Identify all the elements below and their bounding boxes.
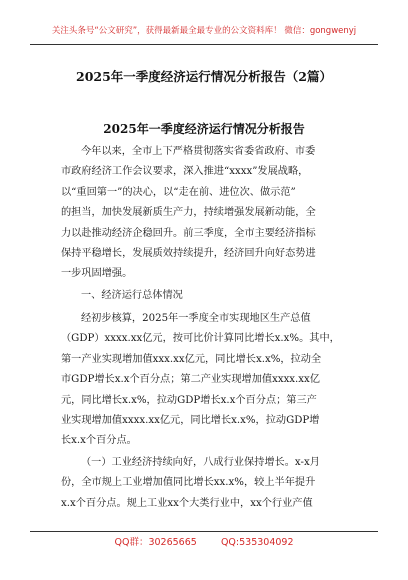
document-title: 2025年一季度经济运行情况分析报告（2篇）	[76, 69, 332, 84]
header-divider	[30, 44, 378, 45]
text-line: 长x.x个百分点。	[61, 435, 137, 447]
paragraph-gdp	[61, 309, 351, 452]
text-line: 经初步核算，2025年一季度全市实现地区生产总值	[81, 313, 311, 324]
text-line: 业实现增加值xxxx.xx亿元，同比增长x.x%，拉动GDP增	[61, 415, 320, 427]
footer-contact: QQ群：30265665 QQ:535304092	[114, 537, 294, 548]
text-line: 份，全市规上工业增加值同比增长xx.x%，较上半年提升	[61, 477, 316, 489]
text-line: （GDP）xxxx.xx亿元，按可比价计算同比增长x.x%。其中，	[61, 333, 340, 345]
text-line: 市GDP增长x.x个百分点；第二产业实现增加值xxxx.xx亿	[61, 374, 320, 386]
footer-divider	[30, 531, 378, 532]
text-line: 元，同比增长x.x%，拉动GDP增长x.x个百分点；第三产	[61, 394, 317, 406]
text-line: 一步巩固增强。	[61, 268, 133, 280]
text-line: 保持平稳增长，发展质效持续提升，经济回升向好态势进	[61, 248, 316, 260]
header-banner: 关注头条号“公文研究”，获得最新最全最专业的公文资料库！ 微信：gongwenyj	[51, 26, 357, 36]
text-line: （一）工业经济持续向好，八成行业保持增长。x-x月	[81, 457, 320, 468]
text-line: 以“重回第一”的决心，以“走在前、进位次、做示范”	[61, 186, 296, 198]
text-line: 的担当，加快发展新质生产力，持续增强发展新动能，全	[61, 207, 316, 219]
text-line: 第一产业实现增加值xxx.xx亿元，同比增长x.x%，拉动全	[61, 353, 322, 365]
text-line: 今年以来，全市上下严格贯彻落实省委省政府、市委	[81, 146, 316, 157]
text-line: 力以赴推动经济企稳回升。前三季度，全市主要经济指标	[61, 227, 316, 239]
paragraph-intro	[61, 142, 351, 285]
text-line: 市政府经济工作会议要求，深入推进“xxxx”发展战略，	[61, 166, 309, 178]
heading-text: 一、经济运行总体情况	[81, 290, 183, 301]
section-title: 2025年一季度经济运行情况分析报告	[103, 122, 305, 136]
text-line: x.x个百分点。规上工业xx个大类行业中，xx个行业产值	[61, 497, 313, 509]
paragraph-industry	[61, 453, 351, 514]
heading-overall	[61, 286, 351, 306]
